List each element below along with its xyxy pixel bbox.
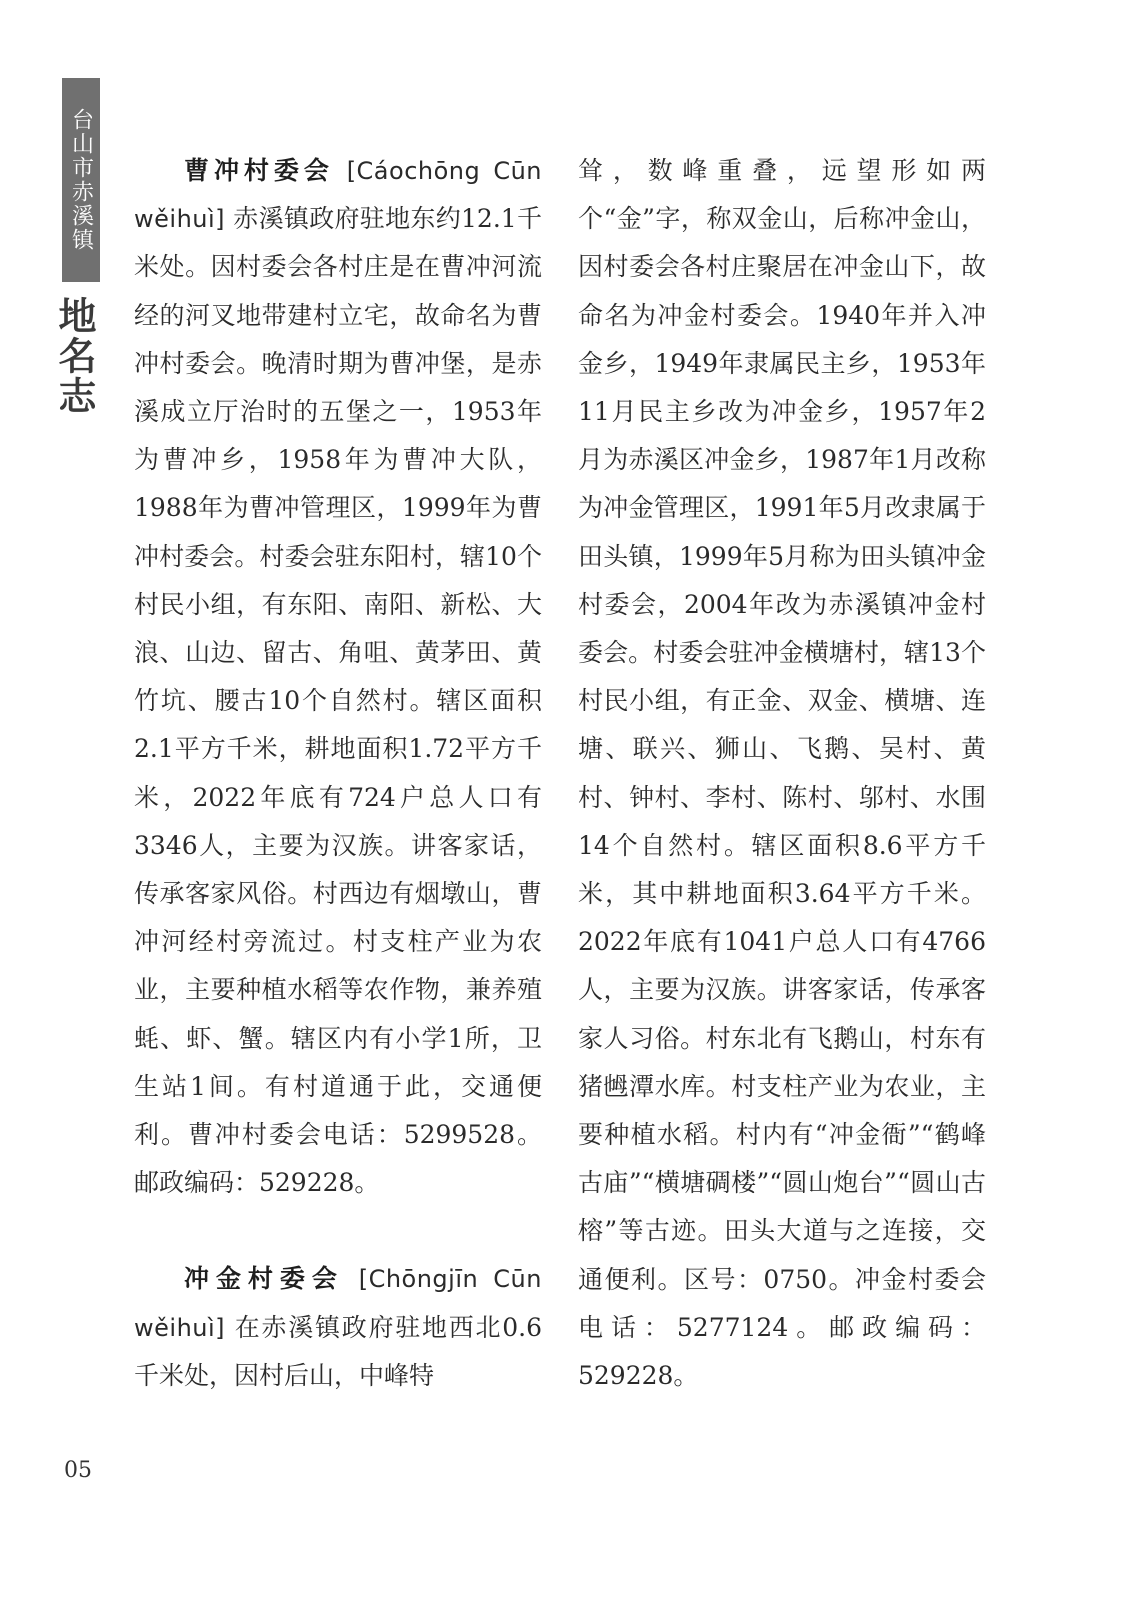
page-number: 05: [64, 1458, 92, 1483]
right-column: [578, 147, 986, 1400]
entry-chongjin-continued: 耸，数峰重叠，远望形如两个“金”字，称双金山，后称冲金山，因村委会各村庄聚居在冲金山下，故命名为冲金村委会。1940年并入冲金乡，1949年隶属民主乡，1953年11月民主乡改为冲金乡，1957年2月为赤溪区冲金乡，1987年1月改称为冲金管理区，1991年5月改隶属于田头镇，1999年5月称为田头镇冲金村委会，2004年改为赤溪镇冲金村委会。村委会驻冲金横塘村，辖13个村民小组，有正金、双金、横塘、连塘、联兴、狮山、飞鹅、吴村、黄村、钟村、李村、陈村、邬村、水围14个自然村。辖区面积8.6平方千米，其中耕地面积3.64平方千米。2022年底有1041户总人口有4766人，主要为汉族。讲客家话，传承客家人习俗。村东北有飞鹅山，村东有猪乸潭水库。村支柱产业为农业，主要种植水稻。村内有“冲金衙”“鹤峰古庙”“横塘碉楼”“圆山炮台”“圆山古榕”等古迹。田头大道与之连接，交通便利。区号：0750。冲金村委会电话：5277124。邮政编码：529228。: [578, 156, 986, 1391]
entry-pinyin: [Chōngjīn Cūn wěihuì]: [134, 1265, 542, 1342]
entry-pinyin: [Cáochōng Cūn wěihuì]: [134, 157, 542, 234]
entry-chongjin: [134, 1255, 542, 1400]
entry-body: 赤溪镇政府驻地东约12.1千米处。因村委会各村庄是在曹冲河流经的河叉地带建村立宅，故命名为曹冲村委会。晚清时期为曹冲堡，是赤溪成立厅治时的五堡之一，1953年为曹冲乡，1958年为曹冲大队，1988年为曹冲管理区，1999年为曹冲村委会。村委会驻东阳村，辖10个村民小组，有东阳、南阳、新松、大浪、山边、留古、角咀、黄茅田、黄竹坑、腰古10个自然村。辖区面积2.1平方千米，耕地面积1.72平方千米，2022年底有724户总人口有3346人，主要为汉族。讲客家话，传承客家风俗。村西边有烟墩山，曹冲河经村旁流过。村支柱产业为农业，主要种植水稻等农作物，兼养殖蚝、虾、蟹。辖区内有小学1所，卫生站1间。有村道通于此，交通便利。曹冲村委会电话：5299528。邮政编码：529228。: [134, 204, 543, 1198]
entry-name: 冲金村委会: [184, 1264, 344, 1294]
entry-caochong: [134, 147, 542, 1207]
left-column: [134, 147, 542, 1400]
book-title: 台山市赤溪镇: [68, 108, 94, 252]
book-title-tab: [62, 78, 100, 282]
entry-body: 在赤溪镇政府驻地西北0.6千米处，因村后山，中峰特: [134, 1312, 542, 1390]
entry-name: 曹冲村委会: [184, 156, 334, 185]
section-title: 地名志: [52, 296, 96, 416]
